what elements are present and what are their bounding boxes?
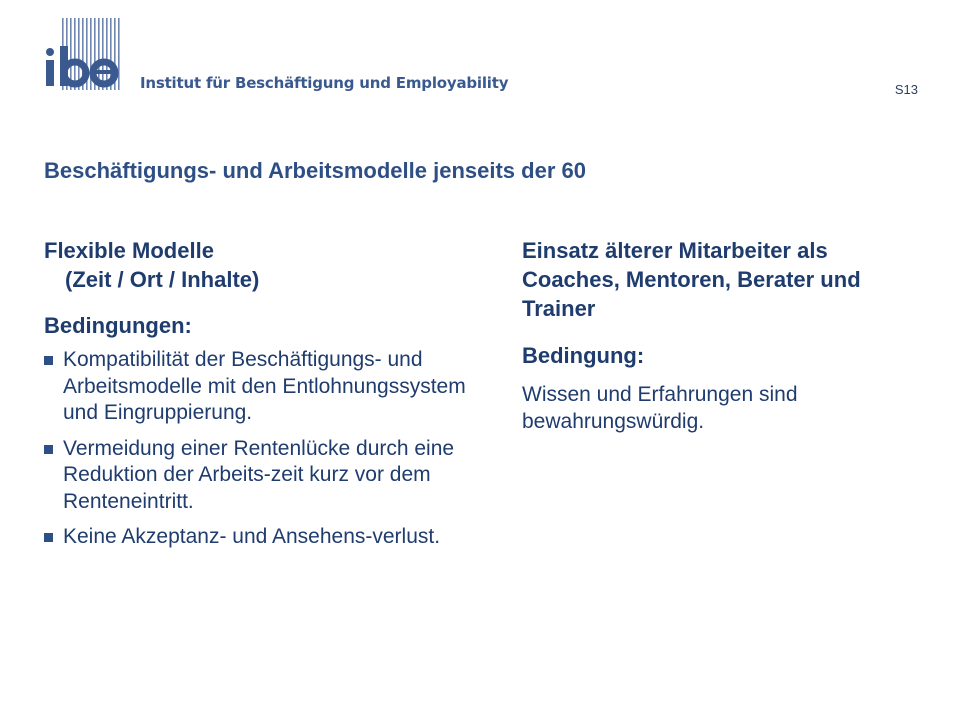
list-item [44,347,484,427]
ibe-logo [40,18,130,90]
right-heading: Einsatz älterer Mitarbeiter als Coaches, Mentoren, Berater und Trainer [522,238,861,321]
list-item [44,436,484,516]
institute-name: Institut für Beschäftigung und Employability [140,74,509,92]
page-number: S13 [894,82,918,97]
list-item-text: Vermeidung einer Rentenlücke durch eine Reduktion der Arbeits-zeit kurz vor dem Renteneintritt. [63,436,455,513]
slide-title: Beschäftigungs- und Arbeitsmodelle jenseits der 60 [44,158,586,183]
left-heading-line2: (Zeit / Ort / Inhalte) [65,267,260,292]
square-bullet-icon [44,356,53,365]
left-column [44,236,484,560]
square-bullet-icon [44,445,53,454]
list-item-text: Keine Akzeptanz- und Ansehens-verlust. [63,525,441,548]
left-heading-line1: Flexible Modelle [44,238,214,263]
right-column [522,236,922,435]
right-subheading: Bedingung: [522,343,645,368]
square-bullet-icon [44,533,53,542]
right-body-text: Wissen und Erfahrungen sind bewahrungswürdig. [522,383,798,433]
list-item-text: Kompatibilität der Beschäftigungs- und Arbeitsmodelle mit den Entlohnungssystem und Eingruppierung. [63,348,466,424]
list-item [44,524,484,551]
left-subheading: Bedingungen: [44,313,192,338]
left-heading [44,236,484,294]
conditions-list [44,347,484,551]
